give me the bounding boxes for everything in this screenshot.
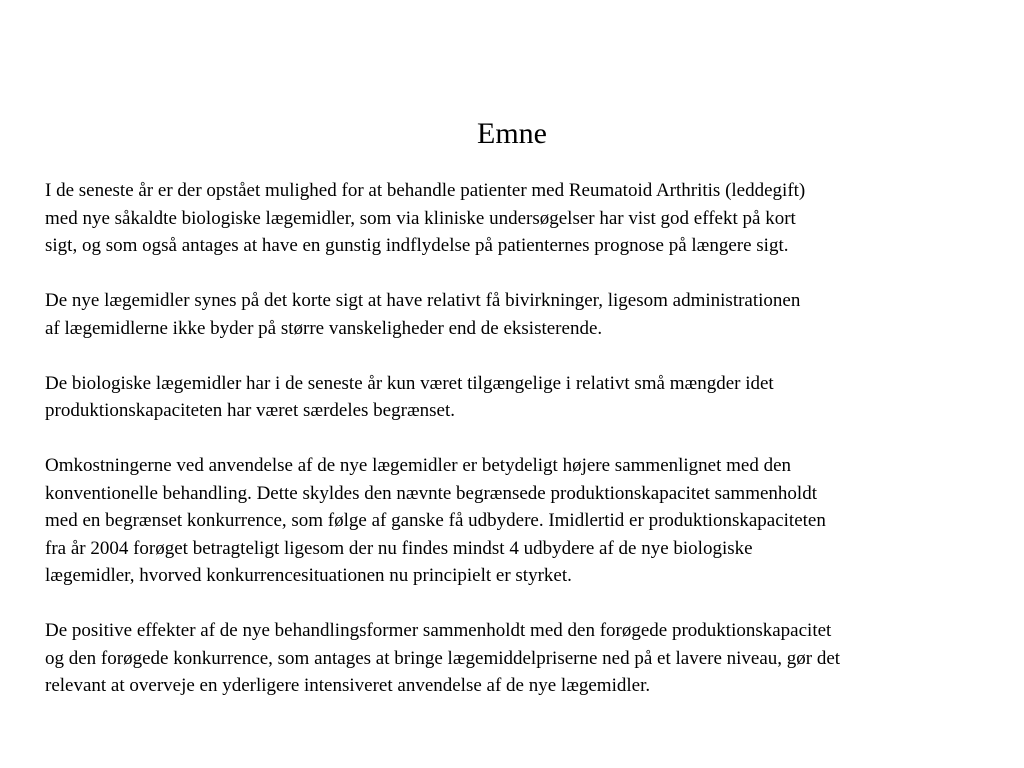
- paragraph-4: [45, 452, 1015, 590]
- paragraph-line: De positive effekter af de nye behandlingsformer sammenholdt med den forøgede produktionskapacitet: [45, 620, 832, 641]
- paragraph-line: konventionelle behandling. Dette skyldes den nævnte begrænsede produktionskapacitet sammenholdt: [45, 482, 817, 504]
- paragraph-3: [45, 370, 1015, 425]
- paragraph-line: produktionskapaciteten har været særdeles begrænset.: [45, 400, 455, 421]
- paragraph-line: I de seneste år er der opstået mulighed for at behandle patienter med Reumatoid Arthritis (leddegift): [45, 180, 806, 201]
- paragraph-1: [45, 177, 1015, 260]
- paragraph-line: De nye lægemidler synes på det korte sigt at have relativt få bivirkninger, ligesom administrationen: [45, 290, 801, 311]
- paragraph-line: med en begrænset konkurrence, som følge af ganske få udbydere. Imidlertid er produktionskapaciteten: [45, 510, 826, 531]
- paragraph-2: [45, 287, 1015, 342]
- paragraph-line: lægemidler, hvorved konkurrencesituationen nu principielt er styrket.: [45, 565, 572, 586]
- paragraph-line: Omkostningerne ved anvendelse af de nye lægemidler er betydeligt højere sammenlignet med den: [45, 455, 792, 476]
- paragraph-line: af lægemidlerne ikke byder på større vanskeligheder end de eksisterende.: [45, 317, 603, 339]
- paragraph-line: fra år 2004 forøget betragteligt ligesom der nu findes mindst 4 udbydere af de nye biologiske: [45, 537, 753, 559]
- paragraph-line: sigt, og som også antages at have en gunstig indflydelse på patienternes prognose på længere sigt.: [45, 235, 789, 256]
- paragraph-line: med nye såkaldte biologiske lægemidler, som via kliniske undersøgelser har vist god effekt på kort: [45, 207, 796, 229]
- paragraph-line: og den forøgede konkurrence, som antages at bringe lægemiddelpriserne ned på et lavere niveau, gør det: [45, 647, 841, 669]
- paragraph-line: De biologiske lægemidler har i de seneste år kun været tilgængelige i relativt små mængder idet: [45, 372, 774, 394]
- slide-body: [45, 177, 1015, 727]
- paragraph-5: [45, 617, 1015, 700]
- paragraph-line: relevant at overveje en yderligere intensiveret anvendelse af de nye lægemidler.: [45, 675, 651, 696]
- slide-title: Emne: [477, 117, 547, 150]
